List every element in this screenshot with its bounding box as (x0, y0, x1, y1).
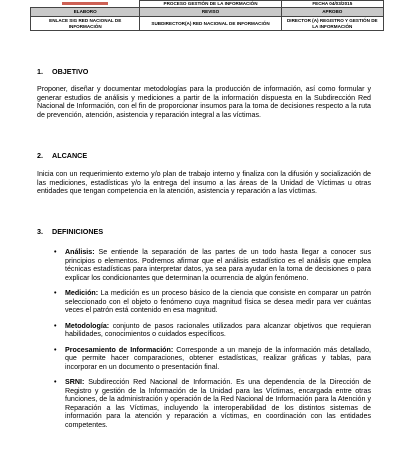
document-date: FECHA 04/03/2015 (281, 1, 383, 8)
definition-text: Corresponde a un manejo de la información más detallado, que permite hacer comparaciones, obtener estadísticas, realizar gráficas y tablas, para incorporar en un documento o presentación final. (65, 345, 371, 371)
document-header-table (30, 0, 384, 31)
logo (62, 2, 108, 5)
definition-text: Subdirección Red Nacional de Información. Es una dependencia de la Dirección de Registro y gestión de la Información de la Unidad para las Víctimas, encargada entre otras funciones, de la administración y operación de la Red Nacional de Información para la Atención y Reparación a las Víctimas, incluyendo la interoperabilidad de los distintos sistemas de información para la atención y reparación a víctimas, en coordinación con las entidades competentes. (65, 378, 371, 429)
section-heading-alcance (37, 152, 87, 161)
definition-item (54, 322, 371, 339)
reviso-value: SUBDIRECTOR(A) RED NACIONAL DE INFORMACIÓN (140, 17, 281, 31)
section-number: 2. (37, 151, 43, 160)
section-title: DEFINICIONES (52, 227, 104, 236)
definition-item (54, 378, 371, 429)
bullet-icon: • (54, 321, 57, 330)
section-heading-definiciones (37, 228, 103, 237)
elaboro-label: ELABORO (31, 8, 140, 17)
section-title: OBJETIVO (52, 67, 89, 76)
process-name: PROCESO GESTIÓN DE LA INFORMACIÓN (140, 1, 281, 8)
elaboro-value: ENLACE SIG RED NACIONAL DE INFORMACIÓN (31, 17, 140, 31)
definition-term: Procesamiento de Información: (65, 345, 174, 354)
definition-item (54, 248, 371, 282)
aprobo-value: DIRECTOR (A) REGISTRO Y GESTIÓN DE LA INFORMACIÓN (281, 17, 383, 31)
aprobo-label: APROBO (281, 8, 383, 17)
definition-term: Análisis: (65, 248, 95, 256)
bullet-icon: • (54, 378, 57, 386)
section-text-alcance: Inicia con un requerimiento externo y/o plan de trabajo interno y finaliza con la difusión y socialización de las mediciones, estadísticas y/o la entrega del insumo a las áreas de la Unidad de Víctimas u otras entidades que tengan competencia en la atención, asistencia y reparación a las víctimas. (37, 170, 371, 195)
bullet-icon: • (54, 248, 57, 256)
section-title: ALCANCE (52, 151, 88, 160)
definition-text: Se entiende la separación de las partes de un todo hasta llegar a conocer sus principios o elementos. Podremos afirmar que el análisis estadístico es el análisis que emplea técnicas estadísticas para interpretar datos, ya sea para ayudar en la toma de decisiones o para explicar los condicionantes que determinan la ocurrencia de algún fenómeno. (65, 248, 371, 282)
section-number: 1. (37, 67, 43, 76)
definition-text: conjunto de pasos racionales utilizados para alcanzar objetivos que requieran habilidades, conocimientos o cuidados específicos. (65, 321, 371, 338)
section-number: 3. (37, 227, 43, 236)
definition-text: La medición es un proceso básico de la ciencia que consiste en comparar un patrón seleccionado con el objeto o fenómeno cuya magnitud física se desea medir para ver cuántas veces el patrón está contenido en esa magnitud. (65, 289, 371, 314)
section-text-objetivo: Proponer, diseñar y documentar metodologías para la producción de información, así como formular y generar estudios de análisis y mediciones a partir de la información dispuesta en la Subdirección Red Nacional de Información, con el fin de proporcionar insumos para la toma de decisiones respecto a la ruta de prevención, atención, asistencia y reparación integral a las víctimas. (37, 85, 371, 119)
definition-term: Medición: (65, 289, 99, 297)
bullet-icon: • (54, 289, 57, 297)
section-heading-objetivo (37, 68, 88, 77)
bullet-icon: • (54, 345, 57, 354)
definition-item (54, 346, 371, 372)
definition-item (54, 289, 371, 315)
logo-cell (31, 1, 140, 8)
definitions-list (54, 248, 371, 429)
reviso-label: REVISO (140, 8, 281, 17)
definition-term: SRNI: (65, 378, 85, 386)
definition-term: Metodología: (65, 321, 110, 330)
